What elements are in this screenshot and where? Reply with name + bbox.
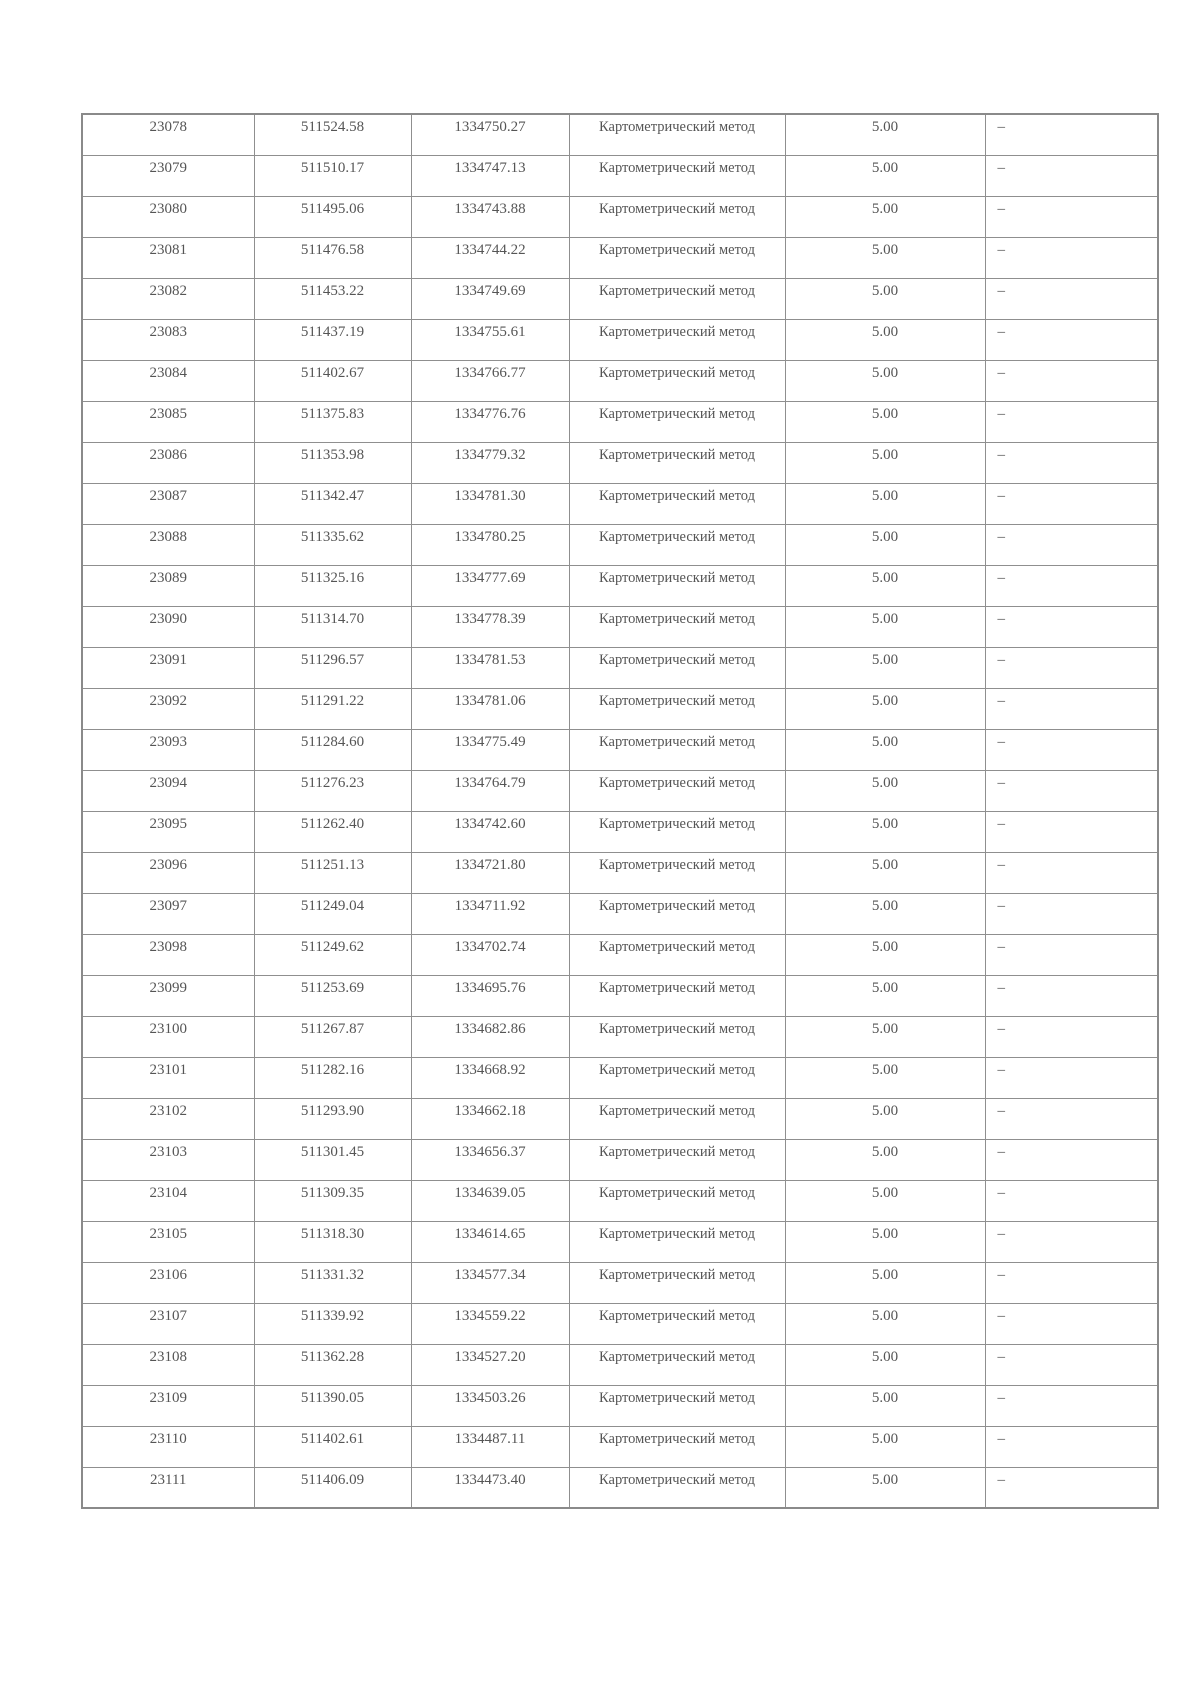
- y-coordinate-cell: 1334776.76: [411, 401, 569, 442]
- method-cell: Картометрический метод: [569, 1016, 785, 1057]
- y-coordinate-cell: 1334781.06: [411, 688, 569, 729]
- table-row: [82, 114, 1158, 155]
- y-coordinate-cell: 1334764.79: [411, 770, 569, 811]
- method-cell: Картометрический метод: [569, 565, 785, 606]
- x-coordinate-cell: 511318.30: [254, 1221, 411, 1262]
- method-cell: Картометрический метод: [569, 114, 785, 155]
- point-number-cell: 23082: [82, 278, 254, 319]
- note-cell: –: [985, 237, 1158, 278]
- y-coordinate-cell: 1334503.26: [411, 1385, 569, 1426]
- method-cell: Картометрический метод: [569, 852, 785, 893]
- x-coordinate-cell: 511402.61: [254, 1426, 411, 1467]
- accuracy-cell: 5.00: [785, 401, 985, 442]
- note-cell: –: [985, 1426, 1158, 1467]
- point-number-cell: 23097: [82, 893, 254, 934]
- note-cell: –: [985, 975, 1158, 1016]
- note-cell: –: [985, 114, 1158, 155]
- method-cell: Картометрический метод: [569, 688, 785, 729]
- table-row: [82, 483, 1158, 524]
- table-row: [82, 278, 1158, 319]
- method-cell: Картометрический метод: [569, 1098, 785, 1139]
- note-cell: –: [985, 278, 1158, 319]
- y-coordinate-cell: 1334656.37: [411, 1139, 569, 1180]
- x-coordinate-cell: 511453.22: [254, 278, 411, 319]
- accuracy-cell: 5.00: [785, 155, 985, 196]
- point-number-cell: 23081: [82, 237, 254, 278]
- x-coordinate-cell: 511309.35: [254, 1180, 411, 1221]
- method-cell: Картометрический метод: [569, 155, 785, 196]
- x-coordinate-cell: 511301.45: [254, 1139, 411, 1180]
- y-coordinate-cell: 1334614.65: [411, 1221, 569, 1262]
- x-coordinate-cell: 511437.19: [254, 319, 411, 360]
- accuracy-cell: 5.00: [785, 483, 985, 524]
- x-coordinate-cell: 511476.58: [254, 237, 411, 278]
- table-row: [82, 319, 1158, 360]
- note-cell: –: [985, 647, 1158, 688]
- method-cell: Картометрический метод: [569, 319, 785, 360]
- y-coordinate-cell: 1334559.22: [411, 1303, 569, 1344]
- note-cell: –: [985, 811, 1158, 852]
- method-cell: Картометрический метод: [569, 1303, 785, 1344]
- method-cell: Картометрический метод: [569, 483, 785, 524]
- note-cell: –: [985, 360, 1158, 401]
- accuracy-cell: 5.00: [785, 893, 985, 934]
- x-coordinate-cell: 511339.92: [254, 1303, 411, 1344]
- y-coordinate-cell: 1334781.30: [411, 483, 569, 524]
- x-coordinate-cell: 511296.57: [254, 647, 411, 688]
- point-number-cell: 23084: [82, 360, 254, 401]
- method-cell: Картометрический метод: [569, 893, 785, 934]
- note-cell: –: [985, 319, 1158, 360]
- table-row: [82, 1098, 1158, 1139]
- note-cell: –: [985, 1180, 1158, 1221]
- method-cell: Картометрический метод: [569, 401, 785, 442]
- accuracy-cell: 5.00: [785, 647, 985, 688]
- note-cell: –: [985, 1016, 1158, 1057]
- y-coordinate-cell: 1334639.05: [411, 1180, 569, 1221]
- x-coordinate-cell: 511325.16: [254, 565, 411, 606]
- note-cell: –: [985, 524, 1158, 565]
- point-number-cell: 23089: [82, 565, 254, 606]
- method-cell: Картометрический метод: [569, 1467, 785, 1508]
- note-cell: –: [985, 1098, 1158, 1139]
- table-row: [82, 811, 1158, 852]
- y-coordinate-cell: 1334775.49: [411, 729, 569, 770]
- table-row: [82, 565, 1158, 606]
- x-coordinate-cell: 511253.69: [254, 975, 411, 1016]
- note-cell: –: [985, 1467, 1158, 1508]
- y-coordinate-cell: 1334777.69: [411, 565, 569, 606]
- note-cell: –: [985, 1385, 1158, 1426]
- table-row: [82, 401, 1158, 442]
- accuracy-cell: 5.00: [785, 524, 985, 565]
- x-coordinate-cell: 511390.05: [254, 1385, 411, 1426]
- y-coordinate-cell: 1334743.88: [411, 196, 569, 237]
- table-row: [82, 1303, 1158, 1344]
- x-coordinate-cell: 511293.90: [254, 1098, 411, 1139]
- table-row: [82, 647, 1158, 688]
- method-cell: Картометрический метод: [569, 975, 785, 1016]
- note-cell: –: [985, 606, 1158, 647]
- method-cell: Картометрический метод: [569, 647, 785, 688]
- accuracy-cell: 5.00: [785, 319, 985, 360]
- accuracy-cell: 5.00: [785, 1016, 985, 1057]
- coordinates-table: [81, 113, 1159, 1509]
- note-cell: –: [985, 196, 1158, 237]
- point-number-cell: 23110: [82, 1426, 254, 1467]
- method-cell: Картометрический метод: [569, 278, 785, 319]
- y-coordinate-cell: 1334780.25: [411, 524, 569, 565]
- point-number-cell: 23108: [82, 1344, 254, 1385]
- point-number-cell: 23109: [82, 1385, 254, 1426]
- accuracy-cell: 5.00: [785, 729, 985, 770]
- x-coordinate-cell: 511353.98: [254, 442, 411, 483]
- coordinates-table-body: [82, 114, 1158, 1508]
- point-number-cell: 23104: [82, 1180, 254, 1221]
- accuracy-cell: 5.00: [785, 1139, 985, 1180]
- method-cell: Картометрический метод: [569, 1057, 785, 1098]
- note-cell: –: [985, 483, 1158, 524]
- accuracy-cell: 5.00: [785, 1426, 985, 1467]
- x-coordinate-cell: 511249.62: [254, 934, 411, 975]
- method-cell: Картометрический метод: [569, 524, 785, 565]
- accuracy-cell: 5.00: [785, 934, 985, 975]
- note-cell: –: [985, 1262, 1158, 1303]
- point-number-cell: 23078: [82, 114, 254, 155]
- note-cell: –: [985, 565, 1158, 606]
- x-coordinate-cell: 511284.60: [254, 729, 411, 770]
- x-coordinate-cell: 511314.70: [254, 606, 411, 647]
- x-coordinate-cell: 511249.04: [254, 893, 411, 934]
- accuracy-cell: 5.00: [785, 1221, 985, 1262]
- point-number-cell: 23105: [82, 1221, 254, 1262]
- y-coordinate-cell: 1334487.11: [411, 1426, 569, 1467]
- note-cell: –: [985, 442, 1158, 483]
- method-cell: Картометрический метод: [569, 196, 785, 237]
- method-cell: Картометрический метод: [569, 1221, 785, 1262]
- accuracy-cell: 5.00: [785, 1180, 985, 1221]
- note-cell: –: [985, 401, 1158, 442]
- point-number-cell: 23095: [82, 811, 254, 852]
- accuracy-cell: 5.00: [785, 688, 985, 729]
- accuracy-cell: 5.00: [785, 442, 985, 483]
- accuracy-cell: 5.00: [785, 975, 985, 1016]
- y-coordinate-cell: 1334779.32: [411, 442, 569, 483]
- y-coordinate-cell: 1334766.77: [411, 360, 569, 401]
- point-number-cell: 23083: [82, 319, 254, 360]
- method-cell: Картометрический метод: [569, 237, 785, 278]
- x-coordinate-cell: 511402.67: [254, 360, 411, 401]
- y-coordinate-cell: 1334662.18: [411, 1098, 569, 1139]
- accuracy-cell: 5.00: [785, 811, 985, 852]
- table-row: [82, 524, 1158, 565]
- accuracy-cell: 5.00: [785, 237, 985, 278]
- point-number-cell: 23101: [82, 1057, 254, 1098]
- x-coordinate-cell: 511495.06: [254, 196, 411, 237]
- x-coordinate-cell: 511282.16: [254, 1057, 411, 1098]
- method-cell: Картометрический метод: [569, 1344, 785, 1385]
- table-row: [82, 934, 1158, 975]
- point-number-cell: 23111: [82, 1467, 254, 1508]
- table-row: [82, 237, 1158, 278]
- note-cell: –: [985, 893, 1158, 934]
- table-row: [82, 1467, 1158, 1508]
- y-coordinate-cell: 1334749.69: [411, 278, 569, 319]
- table-row: [82, 606, 1158, 647]
- point-number-cell: 23103: [82, 1139, 254, 1180]
- table-row: [82, 360, 1158, 401]
- accuracy-cell: 5.00: [785, 1098, 985, 1139]
- y-coordinate-cell: 1334711.92: [411, 893, 569, 934]
- y-coordinate-cell: 1334755.61: [411, 319, 569, 360]
- x-coordinate-cell: 511276.23: [254, 770, 411, 811]
- x-coordinate-cell: 511262.40: [254, 811, 411, 852]
- table-row: [82, 1221, 1158, 1262]
- x-coordinate-cell: 511267.87: [254, 1016, 411, 1057]
- method-cell: Картометрический метод: [569, 811, 785, 852]
- point-number-cell: 23102: [82, 1098, 254, 1139]
- accuracy-cell: 5.00: [785, 1262, 985, 1303]
- x-coordinate-cell: 511291.22: [254, 688, 411, 729]
- table-row: [82, 196, 1158, 237]
- point-number-cell: 23092: [82, 688, 254, 729]
- table-row: [82, 1385, 1158, 1426]
- table-row: [82, 1139, 1158, 1180]
- table-row: [82, 155, 1158, 196]
- accuracy-cell: 5.00: [785, 852, 985, 893]
- x-coordinate-cell: 511251.13: [254, 852, 411, 893]
- note-cell: –: [985, 852, 1158, 893]
- accuracy-cell: 5.00: [785, 1344, 985, 1385]
- method-cell: Картометрический метод: [569, 1385, 785, 1426]
- note-cell: –: [985, 1303, 1158, 1344]
- point-number-cell: 23090: [82, 606, 254, 647]
- table-row: [82, 729, 1158, 770]
- y-coordinate-cell: 1334702.74: [411, 934, 569, 975]
- note-cell: –: [985, 688, 1158, 729]
- accuracy-cell: 5.00: [785, 606, 985, 647]
- point-number-cell: 23087: [82, 483, 254, 524]
- note-cell: –: [985, 770, 1158, 811]
- accuracy-cell: 5.00: [785, 565, 985, 606]
- accuracy-cell: 5.00: [785, 1057, 985, 1098]
- point-number-cell: 23079: [82, 155, 254, 196]
- table-row: [82, 852, 1158, 893]
- table-row: [82, 442, 1158, 483]
- note-cell: –: [985, 1139, 1158, 1180]
- x-coordinate-cell: 511331.32: [254, 1262, 411, 1303]
- point-number-cell: 23086: [82, 442, 254, 483]
- method-cell: Картометрический метод: [569, 1180, 785, 1221]
- accuracy-cell: 5.00: [785, 360, 985, 401]
- method-cell: Картометрический метод: [569, 1262, 785, 1303]
- accuracy-cell: 5.00: [785, 196, 985, 237]
- point-number-cell: 23088: [82, 524, 254, 565]
- point-number-cell: 23100: [82, 1016, 254, 1057]
- x-coordinate-cell: 511375.83: [254, 401, 411, 442]
- y-coordinate-cell: 1334695.76: [411, 975, 569, 1016]
- point-number-cell: 23107: [82, 1303, 254, 1344]
- note-cell: –: [985, 934, 1158, 975]
- point-number-cell: 23085: [82, 401, 254, 442]
- accuracy-cell: 5.00: [785, 1385, 985, 1426]
- y-coordinate-cell: 1334778.39: [411, 606, 569, 647]
- point-number-cell: 23091: [82, 647, 254, 688]
- table-row: [82, 1057, 1158, 1098]
- table-row: [82, 1180, 1158, 1221]
- x-coordinate-cell: 511406.09: [254, 1467, 411, 1508]
- table-row: [82, 893, 1158, 934]
- y-coordinate-cell: 1334747.13: [411, 155, 569, 196]
- table-row: [82, 975, 1158, 1016]
- x-coordinate-cell: 511524.58: [254, 114, 411, 155]
- accuracy-cell: 5.00: [785, 770, 985, 811]
- x-coordinate-cell: 511335.62: [254, 524, 411, 565]
- method-cell: Картометрический метод: [569, 934, 785, 975]
- method-cell: Картометрический метод: [569, 442, 785, 483]
- table-row: [82, 1016, 1158, 1057]
- x-coordinate-cell: 511362.28: [254, 1344, 411, 1385]
- y-coordinate-cell: 1334750.27: [411, 114, 569, 155]
- y-coordinate-cell: 1334744.22: [411, 237, 569, 278]
- y-coordinate-cell: 1334682.86: [411, 1016, 569, 1057]
- y-coordinate-cell: 1334473.40: [411, 1467, 569, 1508]
- method-cell: Картометрический метод: [569, 770, 785, 811]
- method-cell: Картометрический метод: [569, 1426, 785, 1467]
- accuracy-cell: 5.00: [785, 1467, 985, 1508]
- accuracy-cell: 5.00: [785, 1303, 985, 1344]
- method-cell: Картометрический метод: [569, 729, 785, 770]
- y-coordinate-cell: 1334781.53: [411, 647, 569, 688]
- y-coordinate-cell: 1334527.20: [411, 1344, 569, 1385]
- point-number-cell: 23094: [82, 770, 254, 811]
- table-row: [82, 770, 1158, 811]
- table-row: [82, 688, 1158, 729]
- x-coordinate-cell: 511342.47: [254, 483, 411, 524]
- note-cell: –: [985, 1057, 1158, 1098]
- table-row: [82, 1344, 1158, 1385]
- point-number-cell: 23096: [82, 852, 254, 893]
- note-cell: –: [985, 1344, 1158, 1385]
- accuracy-cell: 5.00: [785, 114, 985, 155]
- table-row: [82, 1426, 1158, 1467]
- method-cell: Картометрический метод: [569, 1139, 785, 1180]
- note-cell: –: [985, 729, 1158, 770]
- table-row: [82, 1262, 1158, 1303]
- y-coordinate-cell: 1334668.92: [411, 1057, 569, 1098]
- accuracy-cell: 5.00: [785, 278, 985, 319]
- note-cell: –: [985, 155, 1158, 196]
- point-number-cell: 23093: [82, 729, 254, 770]
- method-cell: Картометрический метод: [569, 606, 785, 647]
- point-number-cell: 23099: [82, 975, 254, 1016]
- point-number-cell: 23106: [82, 1262, 254, 1303]
- x-coordinate-cell: 511510.17: [254, 155, 411, 196]
- note-cell: –: [985, 1221, 1158, 1262]
- y-coordinate-cell: 1334742.60: [411, 811, 569, 852]
- point-number-cell: 23098: [82, 934, 254, 975]
- point-number-cell: 23080: [82, 196, 254, 237]
- y-coordinate-cell: 1334721.80: [411, 852, 569, 893]
- y-coordinate-cell: 1334577.34: [411, 1262, 569, 1303]
- method-cell: Картометрический метод: [569, 360, 785, 401]
